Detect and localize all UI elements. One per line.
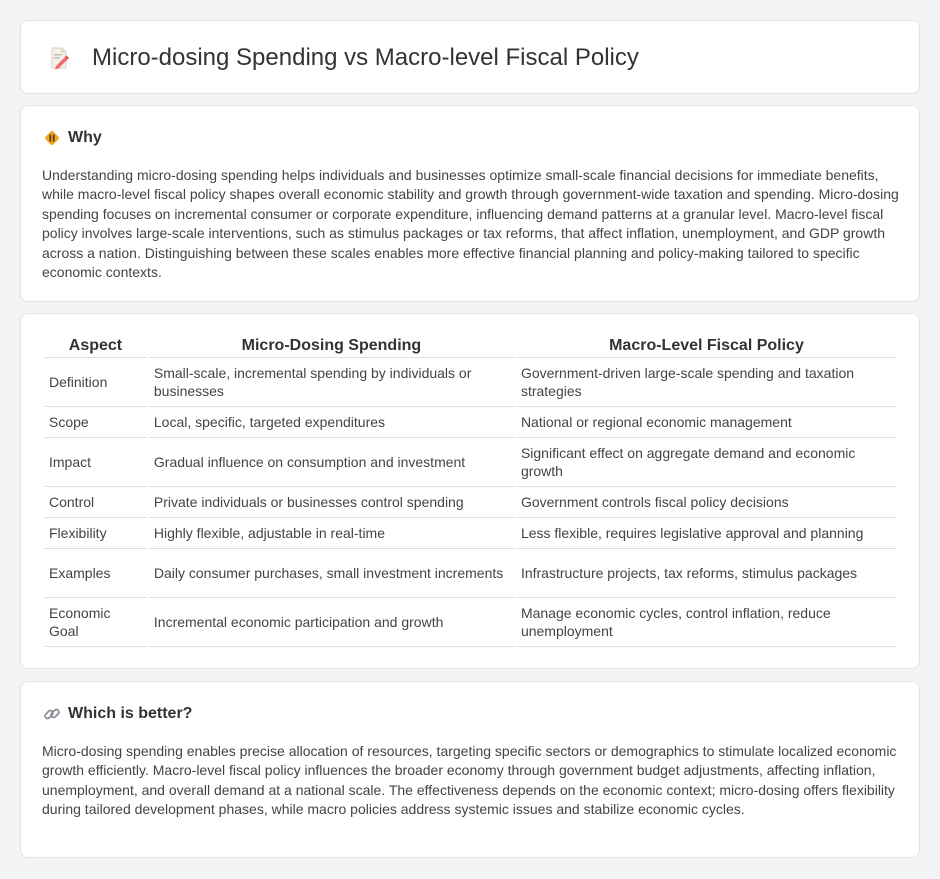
why-section xyxy=(20,105,920,302)
cell-aspect: Examples xyxy=(44,549,147,598)
cell-aspect: Definition xyxy=(44,358,147,407)
better-title: Which is better? xyxy=(68,705,193,722)
table-row xyxy=(44,598,897,647)
table-row xyxy=(44,549,897,598)
cell-micro: Highly flexible, adjustable in real-time xyxy=(149,518,514,549)
cell-macro: Government-driven large-scale spending and taxation strategies xyxy=(516,358,897,407)
which-better-section xyxy=(20,681,920,858)
table-row xyxy=(44,407,897,438)
header-aspect: Aspect xyxy=(44,336,147,358)
better-heading xyxy=(43,704,192,724)
comparison-section xyxy=(20,313,920,669)
cell-aspect: Impact xyxy=(44,438,147,487)
cell-macro: Less flexible, requires legislative approval and planning xyxy=(516,518,897,549)
diamond-warning-icon xyxy=(43,129,61,147)
cell-macro: Government controls fiscal policy decisions xyxy=(516,487,897,518)
header-macro: Macro-Level Fiscal Policy xyxy=(516,336,897,358)
why-text: Understanding micro-dosing spending helps individuals and businesses optimize small-scale financial decisions for immediate benefits, while macro-level fiscal policy shapes overall economic stability and growth through government-wide taxation and spending. Micro-dosing spending focuses on incremental consumer or corporate expenditure, influencing demand patterns at a granular level. Macro-level fiscal policy involves large-scale interventions, such as stimulus packages or tax reforms, that affect inflation, unemployment, and GDP growth across a nation. Distinguishing between these scales enables more effective financial planning and policy-making tailored to specific economic contexts. xyxy=(42,167,899,281)
table-row xyxy=(44,358,897,407)
memo-icon xyxy=(47,46,71,70)
cell-macro: Infrastructure projects, tax reforms, stimulus packages xyxy=(516,549,897,598)
cell-aspect: Economic Goal xyxy=(44,598,147,647)
cell-aspect: Control xyxy=(44,487,147,518)
why-heading xyxy=(43,128,102,148)
cell-micro: Incremental economic participation and growth xyxy=(149,598,514,647)
cell-micro: Daily consumer purchases, small investment increments xyxy=(149,549,514,598)
cell-micro: Small-scale, incremental spending by individuals or businesses xyxy=(149,358,514,407)
cell-micro: Gradual influence on consumption and investment xyxy=(149,438,514,487)
why-title: Why xyxy=(68,129,102,146)
cell-aspect: Scope xyxy=(44,407,147,438)
table-row xyxy=(44,518,897,549)
cell-macro: Significant effect on aggregate demand and economic growth xyxy=(516,438,897,487)
comparison-table xyxy=(42,336,899,647)
cell-micro: Local, specific, targeted expenditures xyxy=(149,407,514,438)
cell-macro: Manage economic cycles, control inflation, reduce unemployment xyxy=(516,598,897,647)
header-card xyxy=(20,20,920,94)
cell-aspect: Flexibility xyxy=(44,518,147,549)
header-micro: Micro-Dosing Spending xyxy=(149,336,514,358)
table-row xyxy=(44,487,897,518)
better-text: Micro-dosing spending enables precise allocation of resources, targeting specific sectors or demographics to stimulate localized economic growth efficiently. Macro-level fiscal policy influences the broader economy through government budget adjustments, affecting inflation, unemployment, and overall demand at a national scale. The effectiveness depends on the economic context; micro-dosing offers flexibility during tailored development phases, while macro policies address systemic issues and stabilize economic cycles. xyxy=(42,743,897,818)
table-header-row xyxy=(44,336,897,358)
table-row xyxy=(44,438,897,487)
link-icon xyxy=(43,705,61,723)
cell-macro: National or regional economic management xyxy=(516,407,897,438)
page-title: Micro-dosing Spending vs Macro-level Fiscal Policy xyxy=(92,44,639,71)
cell-micro: Private individuals or businesses control spending xyxy=(149,487,514,518)
